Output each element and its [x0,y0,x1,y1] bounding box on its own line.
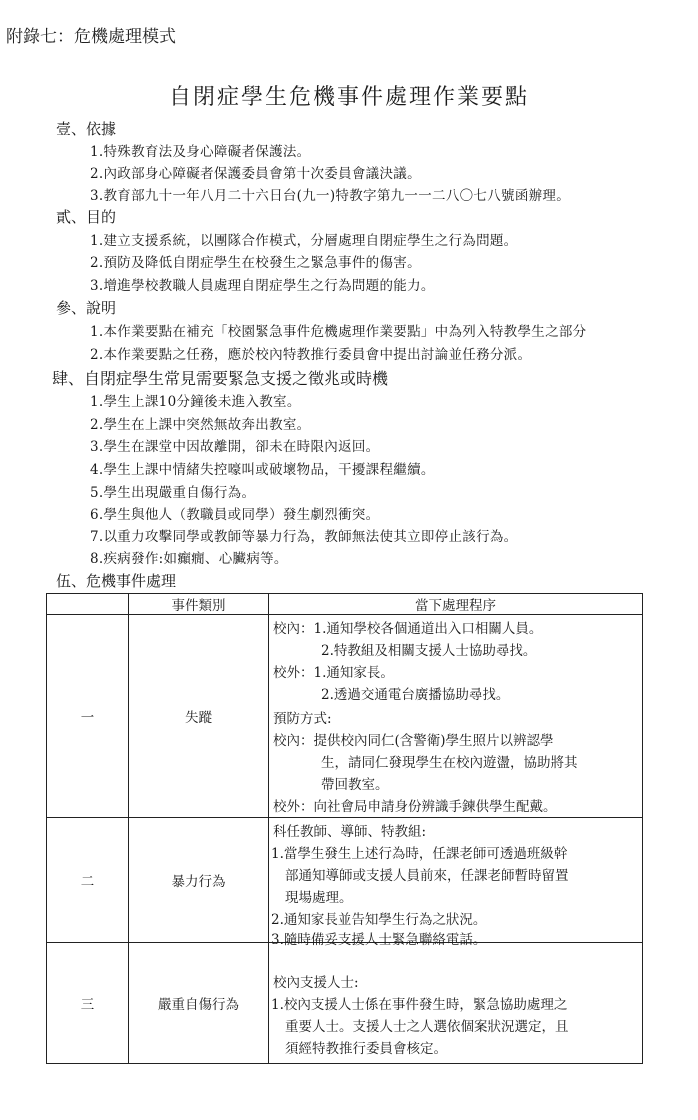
list-item: 6.學生與他人（教職員或同學）發生劇烈衝突。 [90,507,380,523]
procedure-line: 2.通知家長並告知學生行為之狀況。 [271,912,487,928]
procedure-line: 校內：提供校內同仁(含警衛)學生照片以辨認學 [273,733,554,749]
section-heading-explanation: 參、說明 [56,299,117,317]
row-number: 三 [47,943,129,1064]
procedure-line: 須經特教推行委員會核定。 [285,1041,447,1057]
appendix-label: 附錄七：危機處理模式 [6,27,176,47]
procedure-line: 校外：向社會局申請身份辨識手鍊供學生配戴。 [273,799,557,815]
list-item: 1.本作業要點在補充「校園緊急事件危機處理作業要點」中為列入特教學生之部分 [90,324,587,340]
procedure-line: 校內支援人士: [273,975,359,991]
list-item: 4.學生上課中情緒失控嚎叫或破壞物品，干擾課程繼續。 [90,462,435,478]
section-heading-crisis-handling: 伍、危機事件處理 [56,572,177,590]
list-item: 1.特殊教育法及身心障礙者保護法。 [90,144,311,160]
list-item: 3.增進學校教職人員處理自閉症學生之行為問題的能力。 [90,278,435,294]
procedure-line: 2.特教組及相關支援人士協助尋找。 [321,643,537,659]
table-row [47,818,643,943]
table-header-index [47,594,129,615]
procedure-line: 3.隨時備妥支援人士緊急聯絡電話。 [271,932,487,948]
row-category: 失蹤 [129,615,269,818]
procedure-line: 2.透過交通電台廣播協助尋找。 [321,687,510,703]
list-item: 2.學生在上課中突然無故奔出教室。 [90,417,311,433]
procedure-line: 預防方式: [273,711,332,727]
list-item: 2.本作業要點之任務，應於校內特教推行委員會中提出討論並任務分派。 [90,347,532,363]
section-heading-purpose: 貳、目的 [56,208,117,226]
table-header-procedure: 當下處理程序 [269,594,643,615]
row-number: 一 [47,615,129,818]
table-header-category: 事件類別 [129,594,269,615]
table-header-row [47,594,643,615]
row-number: 二 [47,818,129,943]
list-item: 2.內政部身心障礙者保護委員會第十次委員會議決議。 [90,166,421,182]
row-procedure [269,943,643,1064]
procedure-line: 現場處理。 [285,890,353,906]
document-title: 自閉症學生危機事件處理作業要點 [168,85,529,110]
procedure-line: 校外：1.通知家長。 [273,665,394,681]
procedure-line: 校內：1.通知學校各個通道出入口相關人員。 [273,621,543,637]
section-heading-signs: 肆、自閉症學生常見需要緊急支援之徵兆或時機 [52,369,389,388]
list-item: 7.以重力攻擊同學或教師等暴力行為，教師無法使其立即停止該行為。 [90,529,518,545]
row-procedure [269,615,643,818]
table-row [47,943,643,1064]
list-item: 2.預防及降低自閉症學生在校發生之緊急事件的傷害。 [90,255,421,271]
row-category: 嚴重自傷行為 [129,943,269,1064]
list-item: 5.學生出現嚴重自傷行為。 [90,485,256,501]
procedure-line: 生，請同仁發現學生在校內遊盪，協助將其 [321,755,578,771]
row-procedure [269,818,643,948]
list-item: 3.教育部九十一年八月二十六日台(九一)特教字第九一一二八〇七八號函辦理。 [90,188,571,204]
list-item: 3.學生在課堂中因故離開，卻未在時限內返回。 [90,439,380,455]
table-row [47,615,643,818]
procedure-line: 重要人士。支援人士之人選依個案狀況選定，且 [285,1019,569,1035]
crisis-table [46,593,643,1064]
list-item: 8.疾病發作:如癲癇、心臟病等。 [90,551,288,567]
list-item: 1.學生上課10分鐘後未進入教室。 [90,394,301,410]
procedure-line: 帶回教室。 [321,777,389,793]
procedure-line: 科任教師、導師、特教組: [273,824,427,840]
procedure-line: 1.當學生發生上述行為時，任課老師可透過班級幹 [271,846,568,862]
procedure-line: 1.校內支援人士係在事件發生時，緊急協助處理之 [271,997,568,1013]
section-heading-basis: 壹、依據 [56,120,117,138]
procedure-line: 部通知導師或支援人員前來，任課老師暫時留置 [285,868,569,884]
list-item: 1.建立支援系統，以團隊合作模式，分層處理自閉症學生之行為問題。 [90,233,518,249]
row-category: 暴力行為 [129,818,269,943]
